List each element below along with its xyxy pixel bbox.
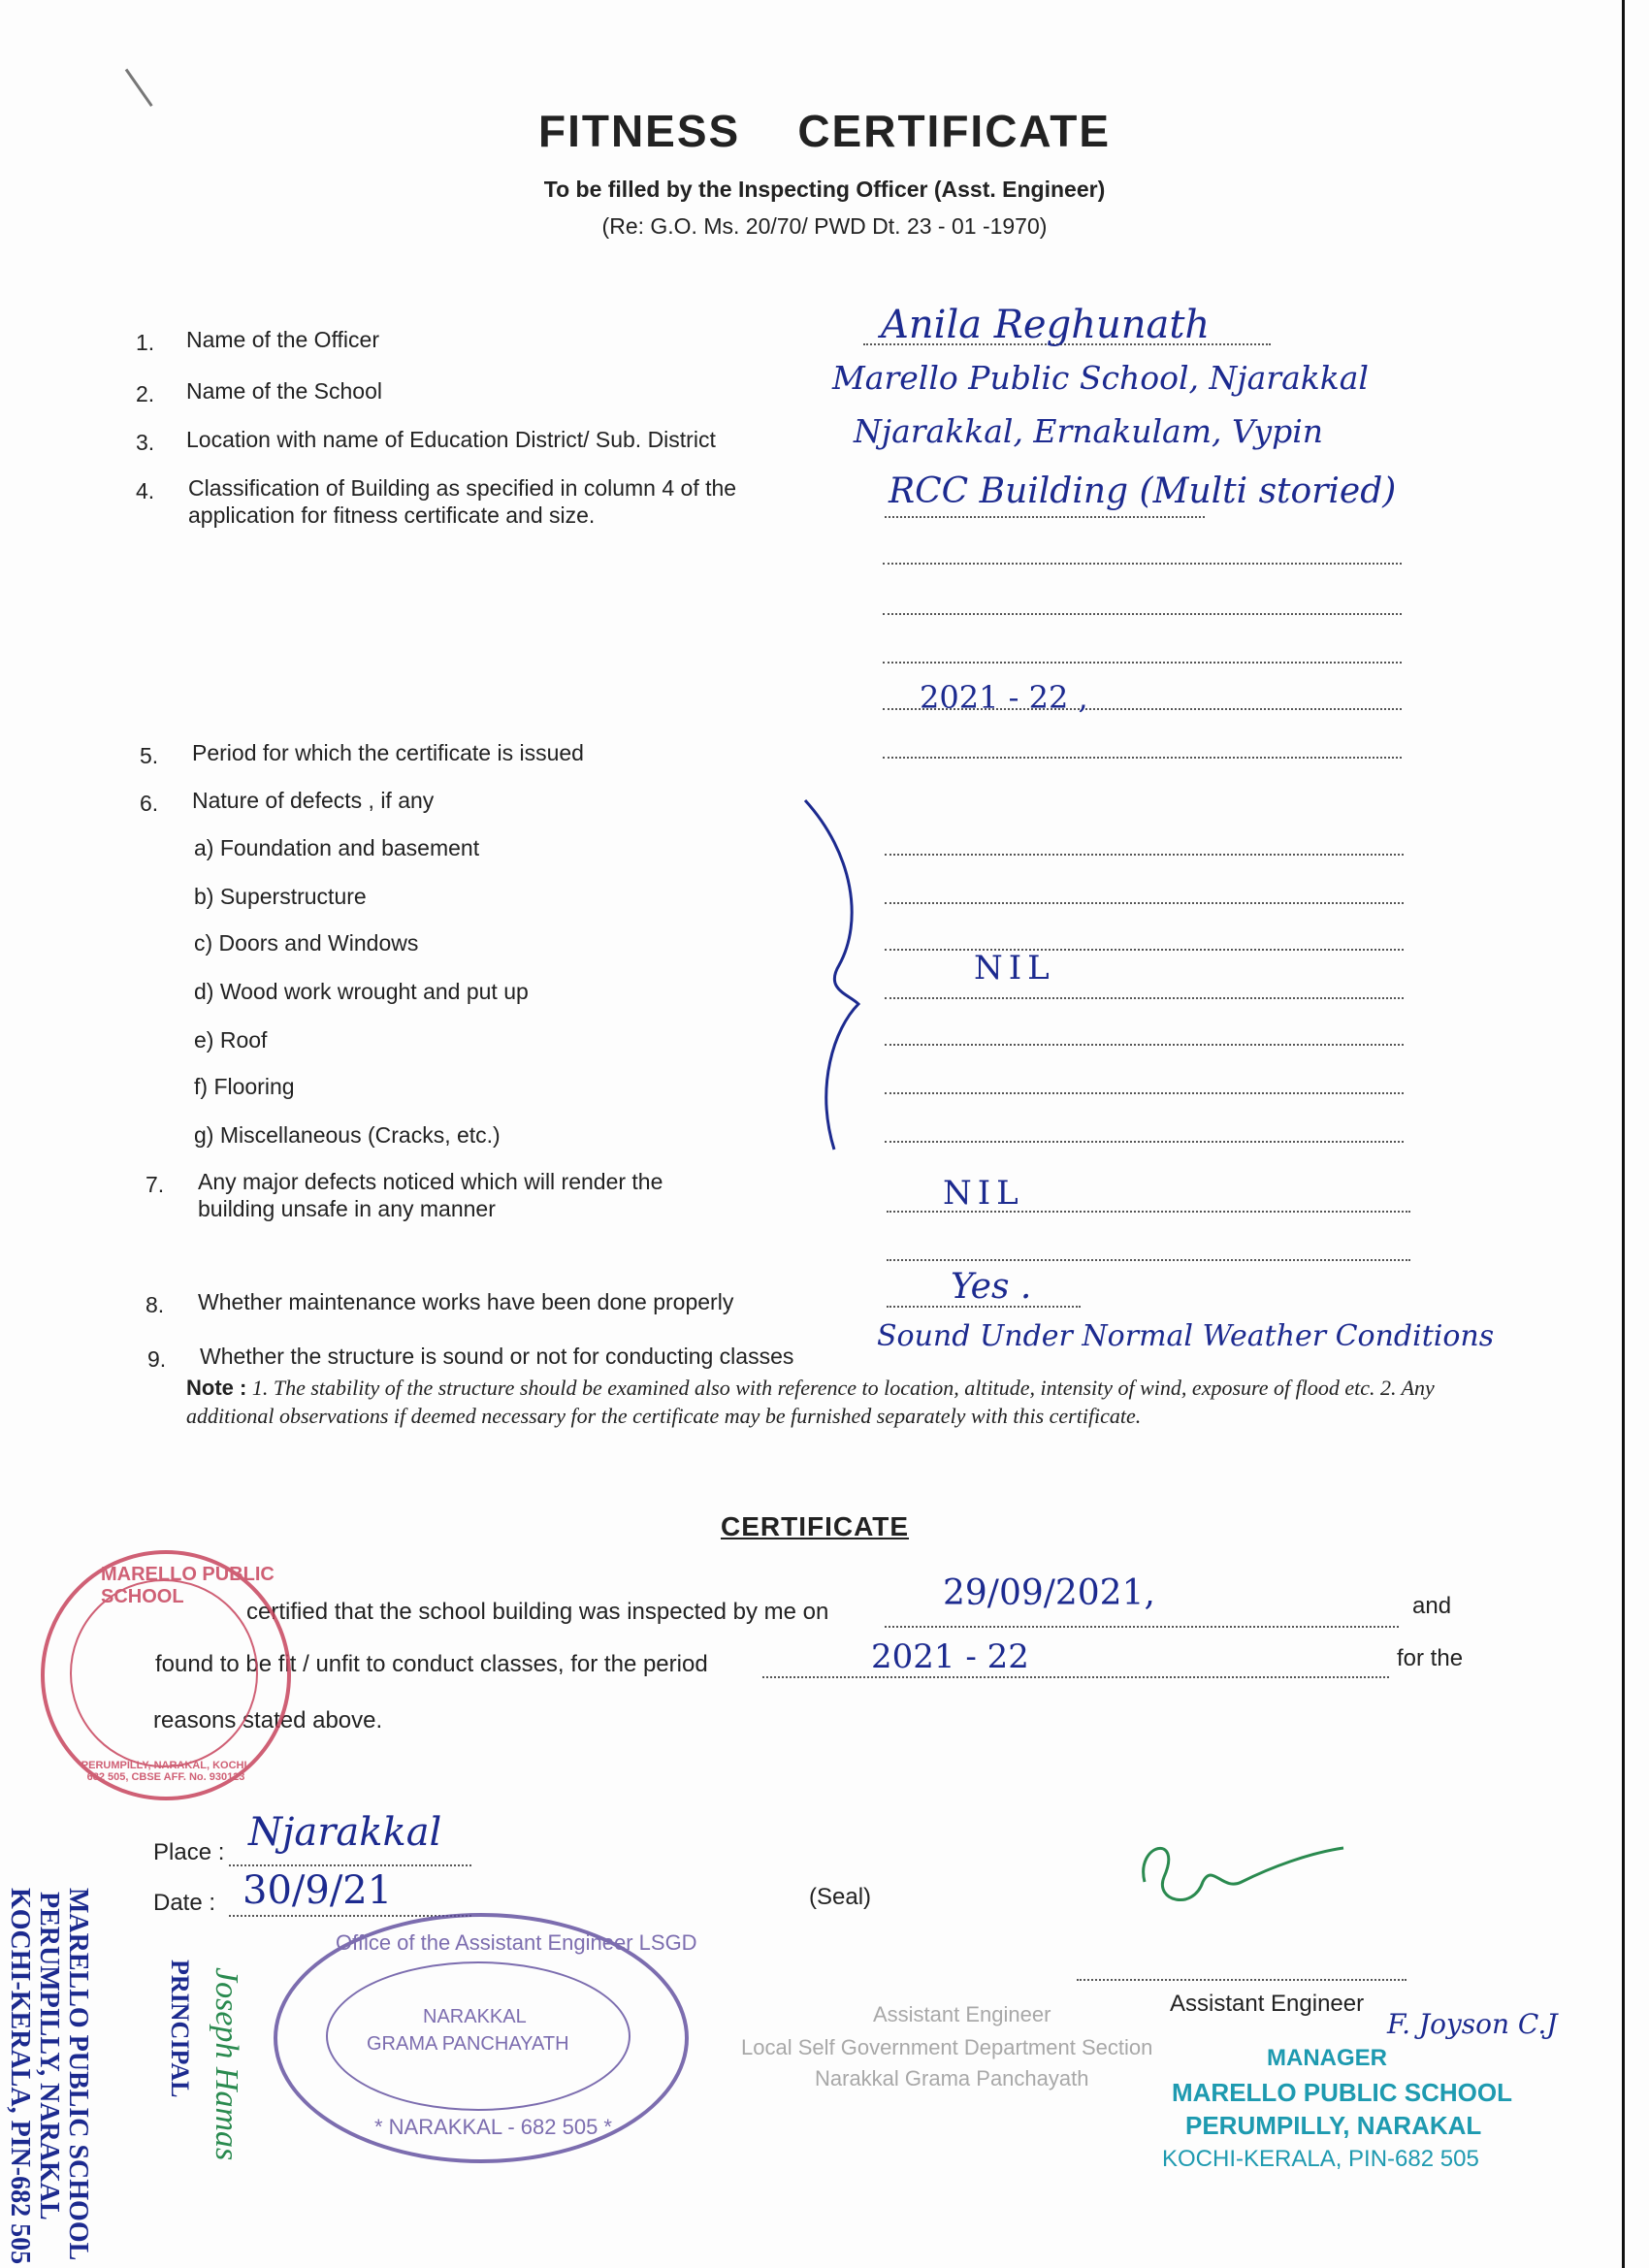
certificate-heading: CERTIFICATE — [720, 1511, 910, 1541]
note-text: 1. The stability of the structure should be examined also with reference to location, altitude, intensity of wind, exposure of flood etc. 2. Any additional observations if deemed necessary for the certificate may be furnished separately with this certificate. — [186, 1376, 1435, 1428]
item-number: 4. — [136, 478, 155, 503]
item-label-defects: Nature of defects , if any — [192, 788, 435, 813]
faint-stamp-line-3: Narakkal Grama Panchayath — [815, 2066, 1089, 2090]
signer-title: Assistant Engineer — [1170, 1991, 1365, 2017]
signature-line — [1077, 1979, 1406, 1981]
fill-line — [885, 997, 1404, 999]
fill-line — [885, 516, 1205, 518]
item-label-classification: Classification of Building as specified in column 4 of the application for fitness certificate and size. — [188, 475, 737, 528]
fill-line — [883, 662, 1402, 664]
fill-line — [885, 902, 1404, 904]
certificate-line-2-end: for the — [1397, 1645, 1464, 1671]
manager-stamp-school: MARELLO PUBLIC SCHOOL — [1172, 2078, 1512, 2107]
fill-line — [885, 1044, 1404, 1046]
place-handwritten: Njarakkal — [248, 1810, 442, 1855]
fill-line — [885, 1626, 1399, 1628]
fill-line — [883, 757, 1402, 759]
item-label-period: Period for which the certificate is issued — [192, 740, 584, 765]
manager-signature: F. Joyson C.J — [1387, 2008, 1558, 2040]
fill-line — [229, 1864, 471, 1866]
item-number: 7. — [146, 1172, 165, 1197]
maintenance-handwritten: Yes . — [951, 1267, 1032, 1307]
principal-signature: Joseph Hamas — [209, 1967, 244, 2161]
seal-label: (Seal) — [809, 1884, 872, 1910]
school-seal-stamp — [41, 1550, 291, 1800]
fill-line — [885, 1092, 1404, 1094]
certificate-line-1-end: and — [1412, 1593, 1452, 1619]
item-number: 8. — [146, 1292, 165, 1317]
fill-line — [885, 949, 1404, 951]
defect-superstructure: b) Superstructure — [194, 884, 367, 909]
item-number: 3. — [136, 430, 155, 455]
structure-sound-handwritten: Sound Under Normal Weather Conditions — [877, 1319, 1495, 1353]
defect-flooring: f) Flooring — [194, 1074, 295, 1099]
date-handwritten: 30/9/21 — [242, 1868, 393, 1913]
faint-stamp-line-1: Assistant Engineer — [873, 2002, 1051, 2026]
principal-stamp-school: MARELLO PUBLIC SCHOOL — [63, 1888, 93, 2261]
manager-stamp-pin: KOCHI-KERALA, PIN-682 505 — [1162, 2146, 1479, 2172]
panchayath-seal-line-1: NARAKKAL — [423, 2006, 527, 2027]
engineer-signature — [1125, 1824, 1358, 1930]
defect-foundation: a) Foundation and basement — [194, 835, 480, 860]
panchayath-seal-ring-text: Office of the Assistant Engineer LSGD — [336, 1930, 697, 1955]
fill-line — [885, 1141, 1404, 1143]
officer-name-handwritten: Anila Reghunath — [881, 303, 1211, 347]
seal-text-bottom: PERUMPILLY, NARAKAL, KOCHI-682 505, CBSE AFF. No. 930123 — [81, 1760, 251, 1783]
major-defects-nil-handwritten: NIL — [943, 1174, 1024, 1213]
item-number: 2. — [136, 381, 155, 406]
fill-line — [762, 1676, 1389, 1678]
defects-nil-handwritten: NIL — [974, 949, 1055, 988]
item-label-location: Location with name of Education District/ Sub. District — [186, 427, 716, 452]
faint-stamp-line-2: Local Self Government Department Section — [741, 2035, 1153, 2059]
seal-text-top: MARELLO PUBLIC SCHOOL — [101, 1564, 275, 1607]
note-paragraph — [186, 1374, 1486, 1430]
fill-line — [883, 613, 1402, 615]
principal-stamp-title: PRINCIPAL — [166, 1960, 194, 2098]
fill-line — [885, 854, 1404, 856]
document-subtitle: To be filled by the Inspecting Officer (Asst. Engineer) — [543, 177, 1106, 202]
government-order-reference: (Re: G.O. Ms. 20/70/ PWD Dt. 23 - 01 -1970) — [601, 213, 1048, 239]
date-label: Date : — [153, 1890, 216, 1916]
classification-handwritten: RCC Building (Multi storied) — [889, 471, 1397, 511]
principal-stamp-address: PERUMPILLY, NARAKAL — [34, 1892, 64, 2220]
item-number: 9. — [147, 1346, 167, 1372]
fill-line — [883, 563, 1402, 565]
curly-brace-mark — [795, 795, 883, 1154]
manager-stamp-title: MANAGER — [1267, 2045, 1387, 2071]
place-label: Place : — [153, 1839, 225, 1865]
item-label-major-defects: Any major defects noticed which will render the building unsafe in any manner — [198, 1169, 663, 1221]
certificate-line-3: reasons stated above. — [153, 1707, 383, 1733]
manager-stamp-address: PERUMPILLY, NARAKAL — [1185, 2111, 1482, 2140]
panchayath-seal-bottom: * NARAKKAL - 682 505 * — [374, 2115, 612, 2139]
item-number: 5. — [140, 743, 159, 768]
item-label-maintenance: Whether maintenance works have been done properly — [198, 1289, 734, 1314]
fill-line — [887, 1259, 1410, 1261]
item-label-school: Name of the School — [186, 378, 383, 404]
certificate-line-1: certified that the school building was inspected by me on — [246, 1599, 829, 1625]
document-title: FITNESS CERTIFICATE — [537, 106, 1112, 156]
principal-stamp-pin: KOCHI-KERALA, PIN-682 505 — [5, 1888, 35, 2265]
period-handwritten: 2021 - 22 , — [920, 679, 1088, 716]
location-handwritten: Njarakkal, Ernakulam, Vypin — [854, 412, 1324, 450]
staple-mark — [125, 69, 153, 107]
panchayath-seal-line-2: GRAMA PANCHAYATH — [367, 2033, 569, 2055]
school-name-handwritten: Marello Public School, Njarakkal — [832, 359, 1369, 397]
inspection-date-handwritten: 29/09/2021, — [943, 1573, 1155, 1613]
defect-woodwork: d) Wood work wrought and put up — [194, 979, 529, 1004]
panchayath-seal-stamp — [274, 1913, 697, 2163]
item-number: 1. — [136, 330, 155, 355]
defect-doors-windows: c) Doors and Windows — [194, 930, 419, 956]
item-label-structure-sound: Whether the structure is sound or not for conducting classes — [200, 1344, 794, 1369]
defect-roof: e) Roof — [194, 1027, 268, 1053]
note-heading: Note : — [186, 1376, 247, 1400]
certificate-line-2: found to be fit / unfit to conduct classes, for the period — [155, 1651, 708, 1677]
defect-miscellaneous: g) Miscellaneous (Cracks, etc.) — [194, 1122, 501, 1148]
item-label-officer: Name of the Officer — [186, 327, 379, 352]
item-number: 6. — [140, 791, 159, 816]
scan-edge — [1622, 0, 1625, 2268]
certificate-period-handwritten: 2021 - 22 — [871, 1637, 1029, 1676]
